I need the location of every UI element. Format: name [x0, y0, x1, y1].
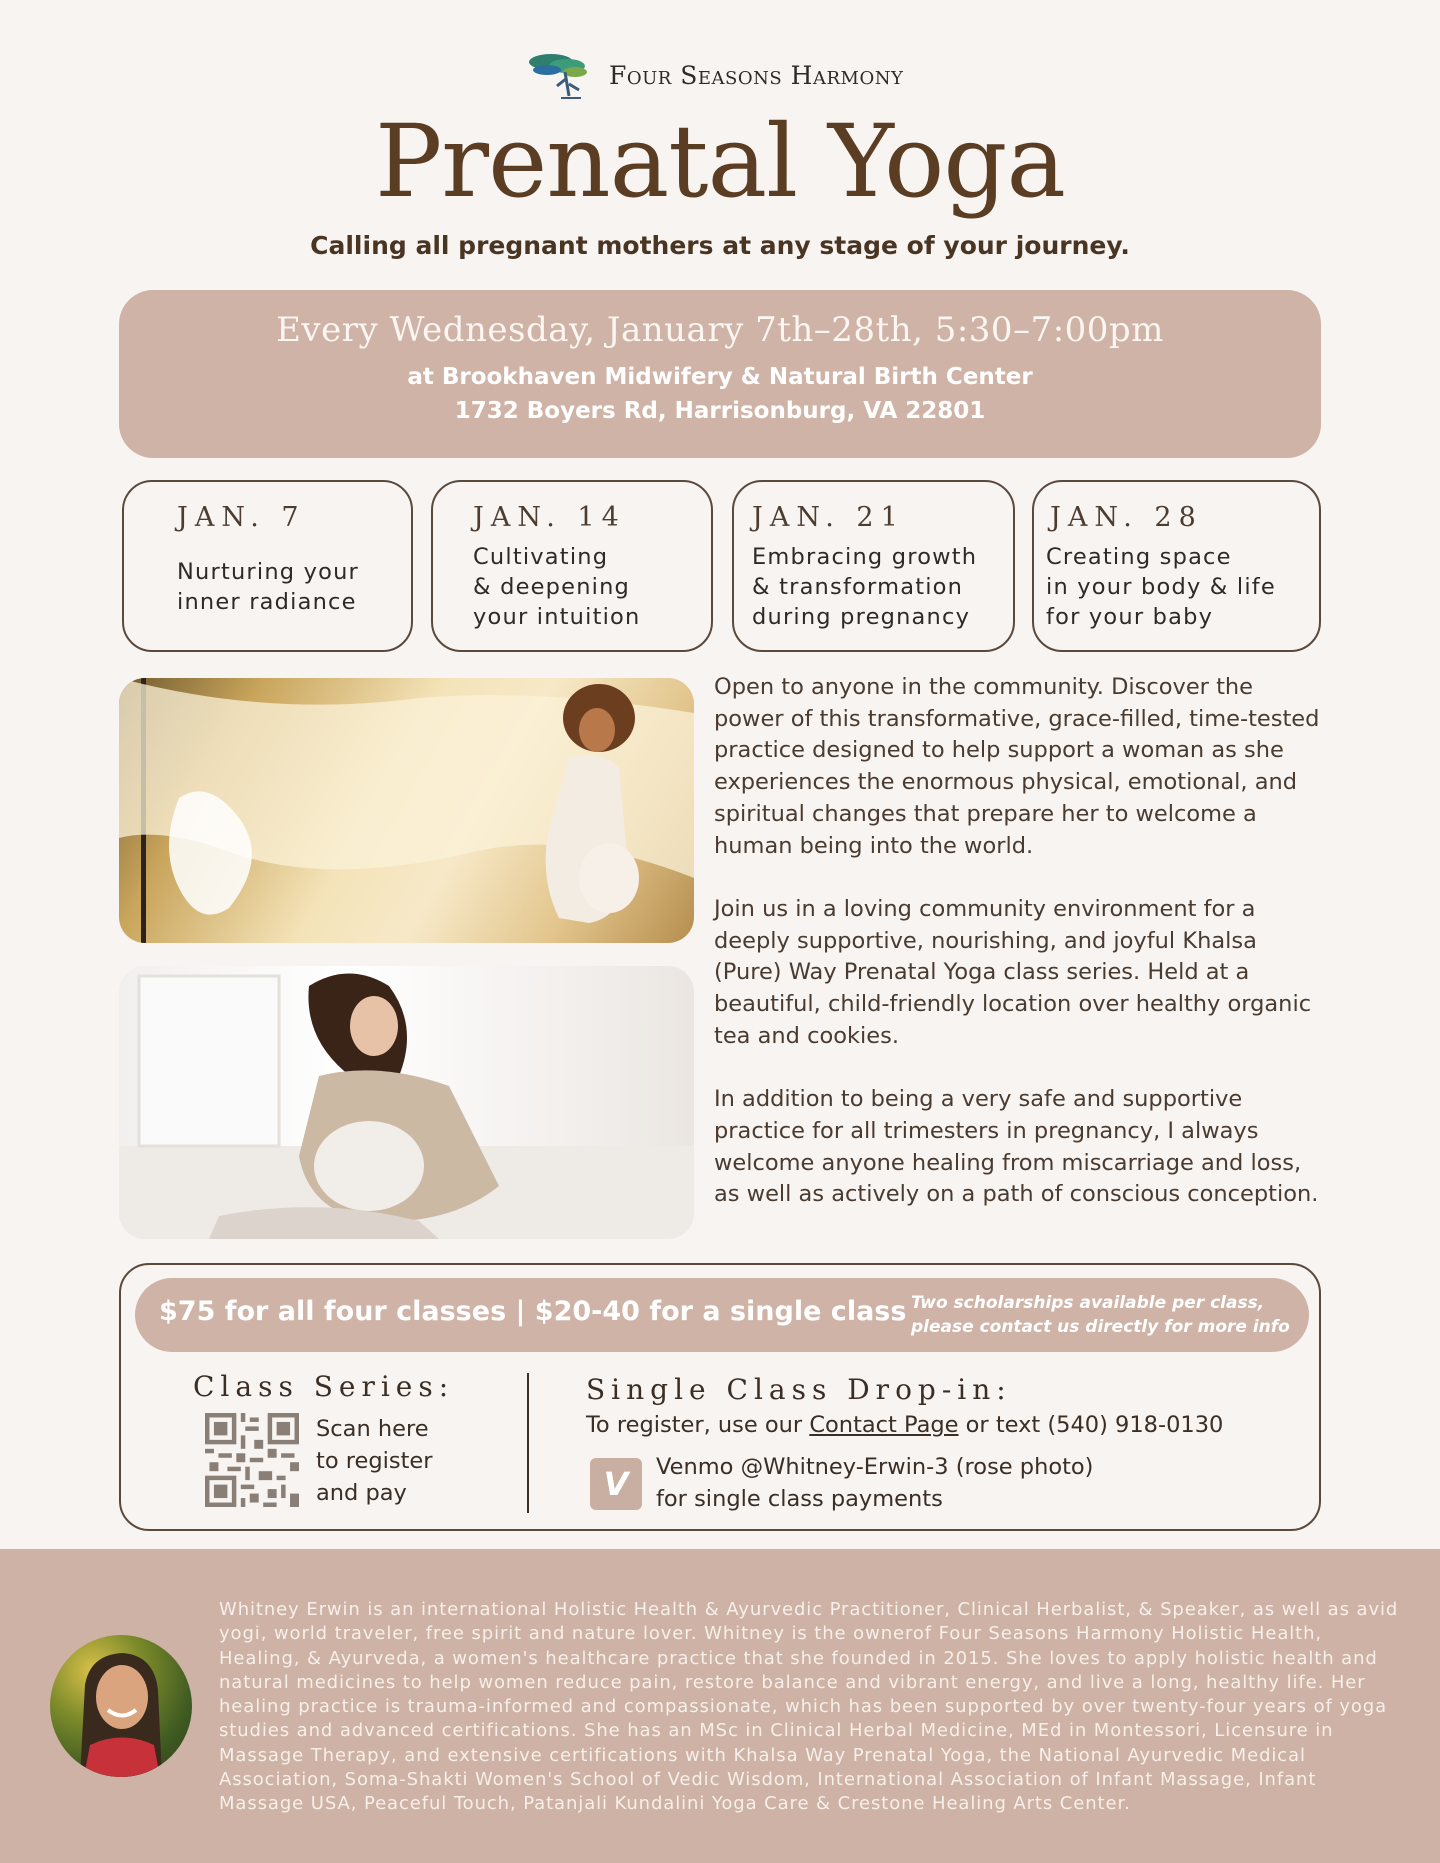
scholarship-note-line: please contact us directly for more info: [911, 1317, 1290, 1337]
venmo-instructions: [656, 1451, 1093, 1515]
session-line: during pregnancy: [752, 604, 971, 630]
description-paragraph: In addition to being a very safe and supportive practice for all trimesters in pregnancy, I always welcome anyone healing from miscarriage and loss, as well as actively on a path of conscious conception.: [714, 1086, 1319, 1208]
session-line: Embracing growth: [752, 544, 978, 570]
qr-line: and pay: [316, 1480, 407, 1506]
schedule-when: Every Wednesday, January 7th–28th, 5:30–7:00pm: [276, 310, 1164, 350]
session-line: & deepening: [473, 574, 631, 600]
session-card-jan-21: [732, 480, 1015, 652]
session-card-jan-7: [122, 480, 413, 652]
schedule-address: 1732 Boyers Rd, Harrisonburg, VA 22801: [454, 398, 986, 424]
session-line: inner radiance: [177, 589, 357, 615]
photo-pregnant-woman-sunset: [119, 678, 694, 943]
photo-illustration: [119, 678, 694, 943]
class-series-heading: Class Series:: [193, 1370, 455, 1403]
session-line: for your baby: [1046, 604, 1214, 630]
session-card-jan-14: [431, 480, 713, 652]
session-line: your intuition: [473, 604, 641, 630]
venmo-line: for single class payments: [656, 1486, 943, 1512]
schedule-venue: at Brookhaven Midwifery & Natural Birth Center: [407, 364, 1033, 390]
session-date: JAN. 28: [1050, 502, 1203, 533]
avatar: [50, 1635, 192, 1777]
session-date: JAN. 21: [752, 502, 905, 533]
session-date: JAN. 14: [473, 502, 626, 533]
venmo-line: Venmo @Whitney-Erwin-3 (rose photo): [656, 1454, 1094, 1480]
session-line: & transformation: [752, 574, 964, 600]
contact-page-link[interactable]: Contact Page: [809, 1412, 959, 1438]
scholarship-note: [911, 1291, 1290, 1339]
session-description: [473, 542, 641, 632]
brand-name: Four Seasons Harmony: [609, 60, 904, 90]
qr-line: Scan here: [316, 1416, 429, 1442]
page-title: Prenatal Yoga: [374, 103, 1066, 220]
photo-illustration: [119, 966, 694, 1239]
brand-header: [525, 50, 903, 100]
session-card-jan-28: [1032, 480, 1321, 652]
description-text: [714, 672, 1324, 1243]
tree-icon: [525, 50, 595, 100]
register-suffix: or text (540) 918-0130: [965, 1412, 1224, 1438]
register-prefix: To register, use our: [586, 1412, 803, 1438]
session-line: in your body & life: [1046, 574, 1276, 600]
schedule-banner: [119, 290, 1321, 458]
column-divider: [527, 1373, 529, 1513]
single-class-heading: Single Class Drop-in:: [586, 1373, 1012, 1406]
venmo-icon: V: [590, 1458, 642, 1510]
session-date: JAN. 7: [177, 502, 306, 533]
scholarship-note-line: Two scholarships available per class,: [911, 1293, 1265, 1313]
session-description: [752, 542, 977, 632]
qr-line: to register: [316, 1448, 433, 1474]
bio-text: Whitney Erwin is an international Holistic Health & Ayurvedic Practitioner, Clinical Herbalist, & Speaker, as well as avid yogi, world traveler, free spirit and nature lover. Whitney is the ownerof Four Seasons Harmony Holistic Health, Healing, & Ayurveda, a women's healthcare practice that she founded in 2015. She loves to apply holistic health and natural medicines to help women reduce pain, restore balance and vibrant energy, and live a long, healthy life. Her healing practice is trauma-informed and compassionate, which has been supported by over twenty-four years of yoga studies and advanced certifications. She has an MSc in Clinical Herbal Medicine, MEd in Montessori, Licensure in Massage Therapy, and extensive certifications with Khalsa Way Prenatal Yoga, the National Ayurvedic Medical Association, Soma-Shakti Women's School of Vedic Wisdom, International Association of Infant Massage, Infant Massage USA, Peaceful Touch, Patanjali Kundalini Yoga Care & Crestone Healing Arts Center.: [219, 1599, 1399, 1815]
price-text: $75 for all four classes | $20-40 for a single class: [159, 1296, 907, 1327]
session-description: [177, 557, 359, 617]
session-line: Creating space: [1046, 544, 1232, 570]
photo-pregnant-woman-bed: [119, 966, 694, 1239]
session-line: Cultivating: [473, 544, 609, 570]
session-line: Nurturing your: [177, 559, 360, 585]
register-instructions: [586, 1412, 1223, 1438]
qr-code-icon[interactable]: [205, 1413, 299, 1507]
qr-instructions: [316, 1413, 433, 1509]
session-description: [1046, 542, 1276, 632]
avatar-illustration: [50, 1635, 192, 1777]
description-paragraph: Join us in a loving community environment for a deeply supportive, nourishing, and joyful Khalsa (Pure) Way Prenatal Yoga class series. Held at a beautiful, child-friendly location over healthy organic tea and cookies.: [714, 895, 1312, 1049]
pricing-box: [119, 1263, 1321, 1531]
bio-section: [0, 1549, 1440, 1863]
page-subtitle: Calling all pregnant mothers at any stage of your journey.: [310, 231, 1130, 260]
description-paragraph: Open to anyone in the community. Discover the power of this transformative, grace-filled, time-tested practice designed to help support a woman as she experiences the enormous physical, emotional, and spiritual changes that prepare her to welcome a human being into the world.: [714, 674, 1320, 859]
price-banner: [135, 1278, 1309, 1352]
